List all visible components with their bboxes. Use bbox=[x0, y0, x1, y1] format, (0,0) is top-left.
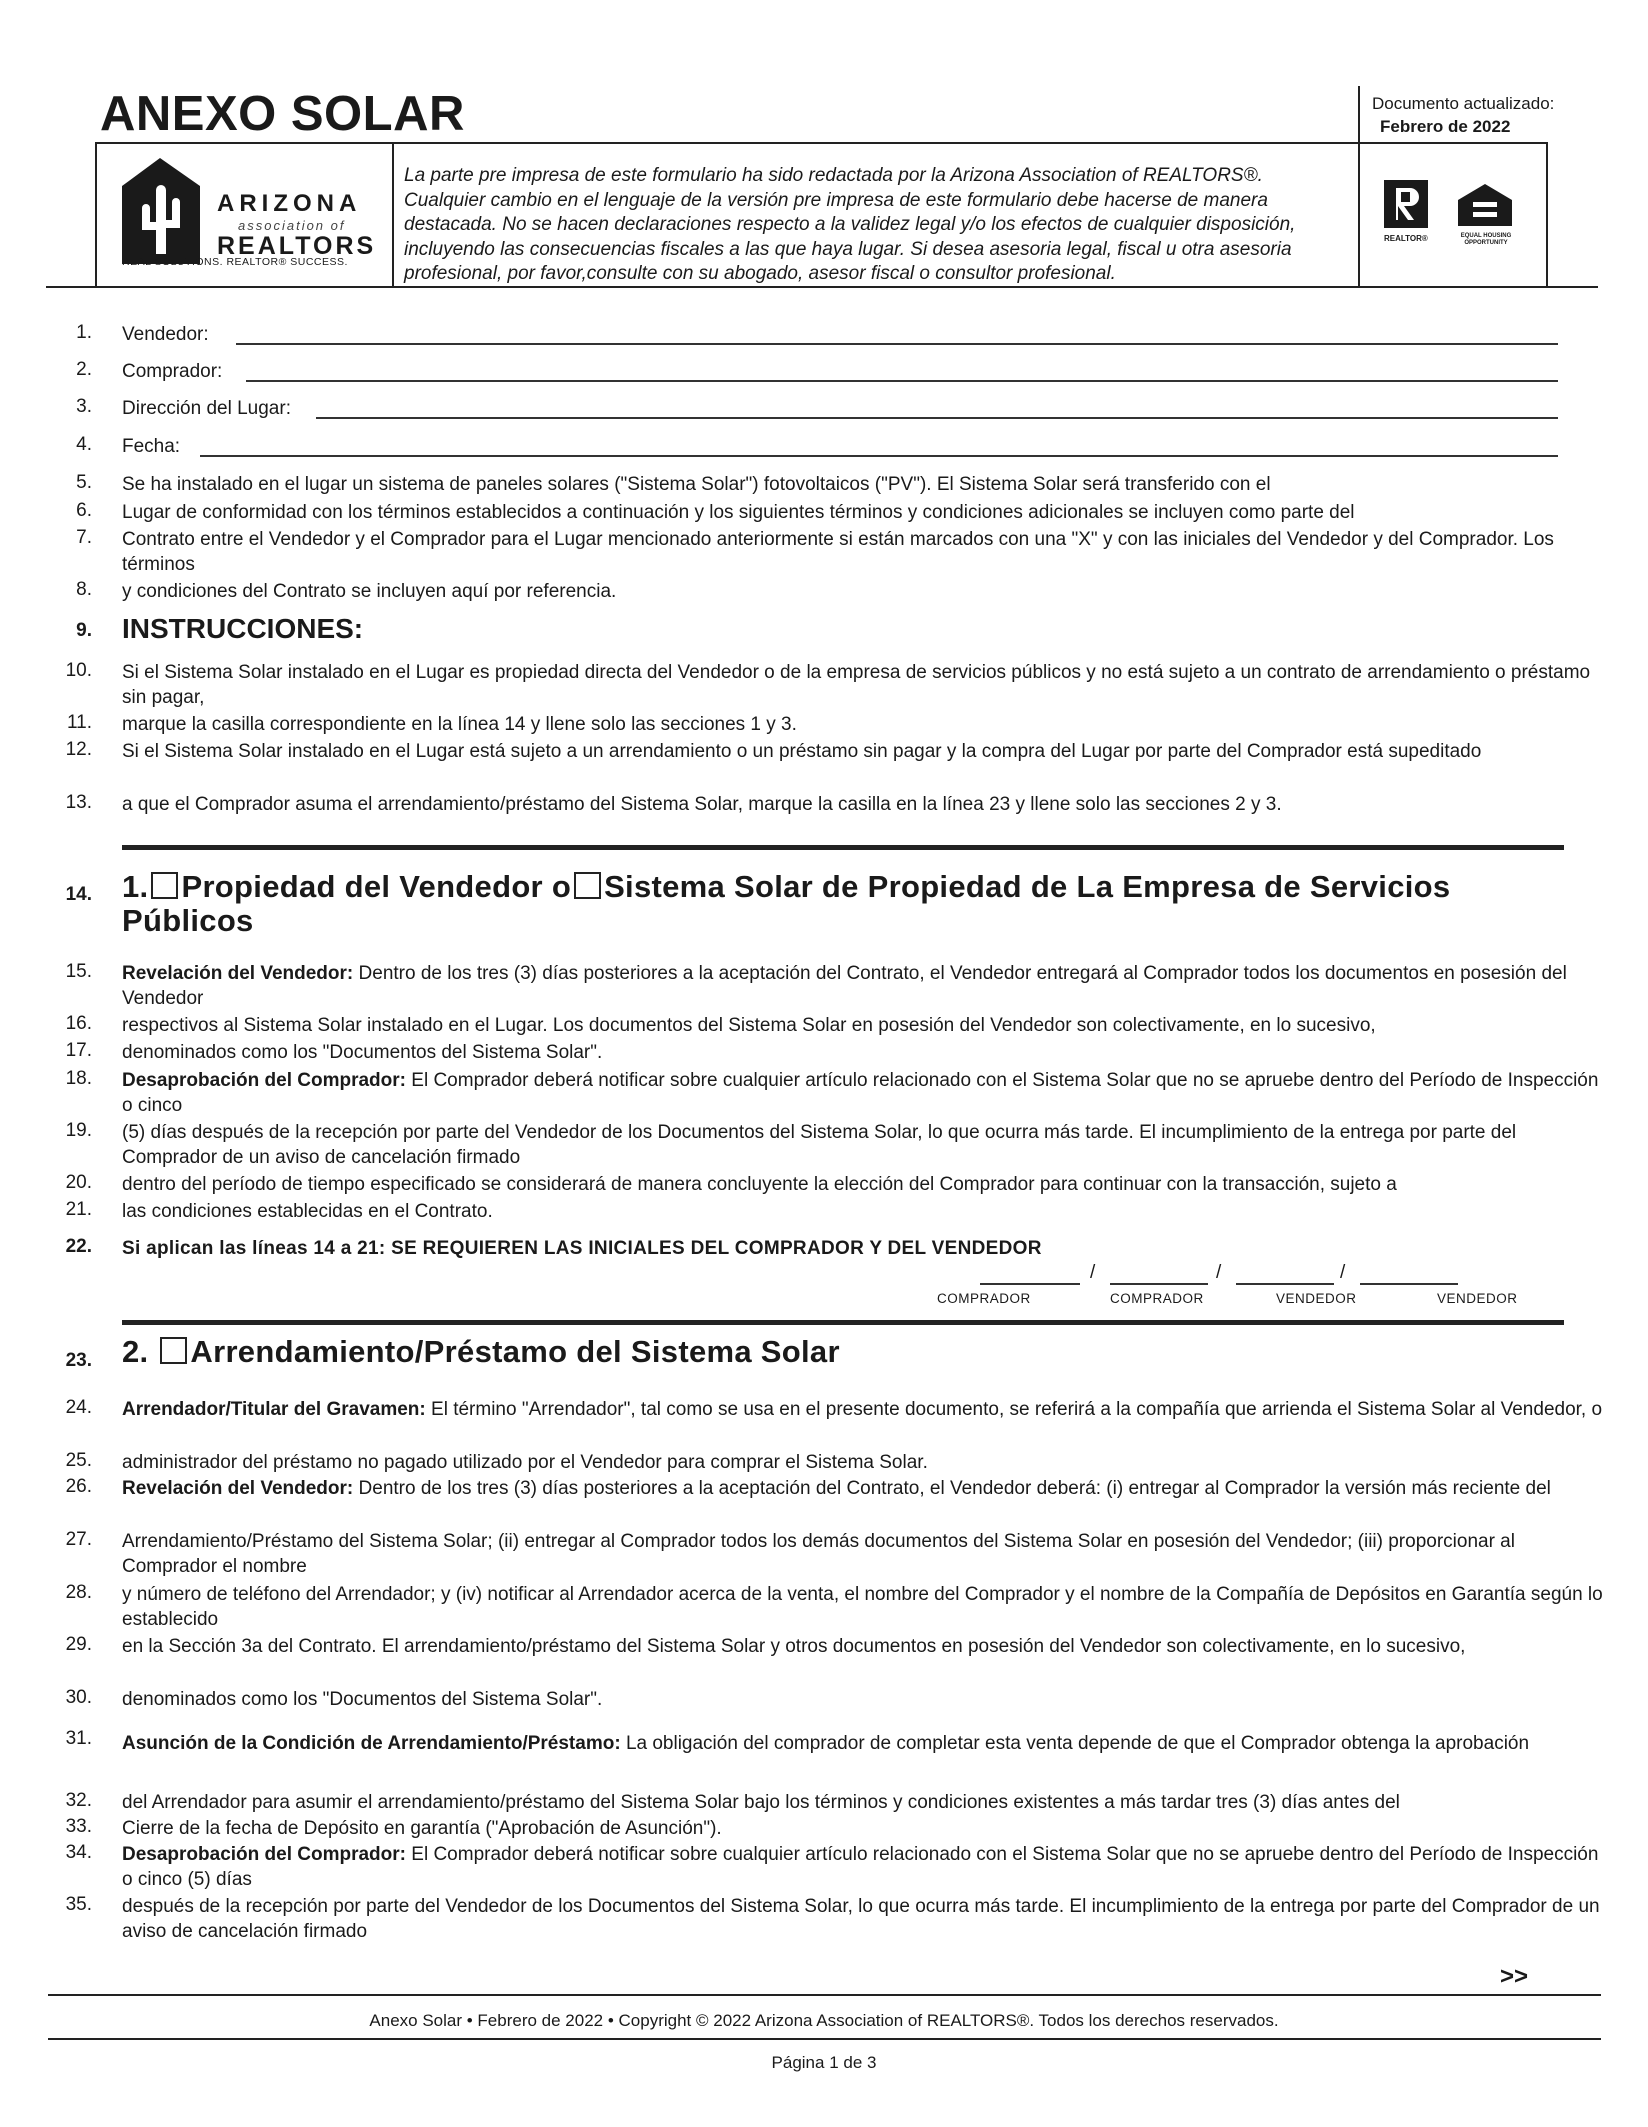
line-number: 27. bbox=[65, 1529, 92, 1550]
line-number: 15. bbox=[65, 961, 92, 982]
cactus-icon bbox=[120, 156, 202, 268]
seller-initials-2[interactable] bbox=[1360, 1283, 1458, 1285]
line-number: 23. bbox=[65, 1350, 92, 1371]
line-number: 22. bbox=[65, 1236, 92, 1257]
line-number: 5. bbox=[76, 472, 92, 493]
line-number: 9. bbox=[76, 620, 92, 641]
line-19: (5) días después de la recepción por parte del Vendedor de los Documentos del Sistema Solar, lo que ocurra más tarde. El incumplimiento de la entrega por parte del Comprador de un aviso de cancelación firmado bbox=[122, 1122, 1517, 1168]
line-11: marque la casilla correspondiente en la línea 14 y llene solo las secciones 1 y 3. bbox=[122, 714, 797, 735]
line-number: 20. bbox=[65, 1172, 92, 1193]
buyer-field[interactable] bbox=[246, 380, 1558, 382]
section-1-title-b: Sistema Solar de Propiedad de La Empresa de Servicios Públicos bbox=[122, 869, 1451, 938]
line-number: 12. bbox=[65, 739, 92, 760]
section-2-heading bbox=[122, 1335, 840, 1369]
line-17: denominados como los "Documentos del Sistema Solar". bbox=[122, 1042, 603, 1063]
seller-field[interactable] bbox=[236, 343, 1558, 345]
line-number: 3. bbox=[76, 396, 92, 417]
line-number: 26. bbox=[65, 1476, 92, 1497]
line-number: 34. bbox=[65, 1842, 92, 1863]
line-number: 14. bbox=[65, 884, 92, 905]
premises-address-field[interactable] bbox=[316, 417, 1558, 419]
line-21: las condiciones establecidas en el Contrato. bbox=[122, 1201, 493, 1222]
line-number: 30. bbox=[65, 1687, 92, 1708]
section-1-heading bbox=[122, 870, 1582, 938]
footer-copyright: Anexo Solar • Febrero de 2022 • Copyright © 2022 Arizona Association of REALTORS®. Todos los derechos reservados. bbox=[369, 2011, 1279, 2030]
updated-info bbox=[1372, 92, 1554, 138]
buyer-initials-2[interactable] bbox=[1110, 1283, 1208, 1285]
sig-label-seller-1: VENDEDOR bbox=[1276, 1291, 1357, 1306]
section-1-number: 1. bbox=[122, 869, 149, 904]
line-33: Cierre de la fecha de Depósito en garantía ("Aprobación de Asunción"). bbox=[122, 1818, 722, 1839]
line-15 bbox=[122, 961, 1607, 1011]
line-24 bbox=[122, 1397, 1607, 1422]
buyer-disapproval-label: Desaprobación del Comprador: bbox=[122, 1070, 406, 1091]
line-6: Lugar de conformidad con los términos establecidos a continuación y los siguientes términos y condiciones adicionales se incluyen como parte del bbox=[122, 502, 1355, 523]
line-16: respectivos al Sistema Solar instalado en el Lugar. Los documentos del Sistema Solar en posesión del Vendedor son colectivamente, en lo sucesivo, bbox=[122, 1015, 1376, 1036]
line-number: 6. bbox=[76, 500, 92, 521]
section-2-number: 2. bbox=[122, 1334, 149, 1369]
line-25: administrador del préstamo no pagado utilizado por el Vendedor para comprar el Sistema Solar. bbox=[122, 1452, 928, 1473]
line-number: 17. bbox=[65, 1040, 92, 1061]
line-26-text: Dentro de los tres (3) días posteriores a la aceptación del Contrato, el Vendedor deberá: (i) entregar al Comprador la versión más reciente del bbox=[358, 1478, 1551, 1499]
line-number: 32. bbox=[65, 1790, 92, 1811]
line-number: 21. bbox=[65, 1199, 92, 1220]
next-page-indicator: >> bbox=[1500, 1963, 1529, 1990]
realtor-mark bbox=[1384, 180, 1428, 243]
realtor-mark-text: REALTOR® bbox=[1384, 234, 1428, 243]
line-number: 28. bbox=[65, 1582, 92, 1603]
line-number: 24. bbox=[65, 1397, 92, 1418]
line-number: 8. bbox=[76, 579, 92, 600]
date-field[interactable] bbox=[200, 455, 1558, 457]
seller-disclosure-label-2: Revelación del Vendedor: bbox=[122, 1478, 354, 1499]
equal-housing-text: EQUAL HOUSING OPPORTUNITY bbox=[1460, 233, 1512, 246]
line-number: 19. bbox=[65, 1120, 92, 1141]
logo-tagline: REAL SOLUTIONS. REALTOR® SUCCESS. bbox=[122, 256, 348, 268]
equal-housing-icon bbox=[1456, 182, 1514, 228]
date-label: Fecha: bbox=[122, 436, 181, 457]
line-24-text: El término "Arrendador", tal como se usa en el presente documento, se referirá a la compañía que arrienda el Sistema Solar al Vendedor, o bbox=[431, 1399, 1603, 1420]
logo-text-realtors: REALTORS bbox=[217, 232, 377, 260]
line-12: Si el Sistema Solar instalado en el Lugar está sujeto a un arrendamiento o un préstamo sin pagar y la compra del Lugar por parte del Comprador está supeditado bbox=[122, 741, 1482, 762]
sig-label-buyer-2: COMPRADOR bbox=[1110, 1291, 1204, 1306]
line-number: 25. bbox=[65, 1450, 92, 1471]
line-13: a que el Comprador asuma el arrendamiento/préstamo del Sistema Solar, marque la casilla en la línea 23 y llene solo las secciones 2 y 3. bbox=[122, 794, 1282, 815]
logo-text-arizona: ARIZONA bbox=[217, 190, 362, 217]
utility-owned-checkbox[interactable] bbox=[574, 872, 601, 899]
assumption-condition-label: Asunción de la Condición de Arrendamiento/Préstamo: bbox=[122, 1733, 621, 1754]
line-27: Arrendamiento/Préstamo del Sistema Solar; (ii) entregar al Comprador todos los demás documentos del Sistema Solar en posesión del Vendedor; (iii) proporcionar al Comprador el nombre bbox=[122, 1531, 1515, 1577]
line-number: 31. bbox=[65, 1728, 92, 1749]
line-28: y número de teléfono del Arrendador; y (iv) notificar al Arrendador acerca de la venta, el nombre del Comprador y el nombre de la Compañía de Depósitos en Garantía según lo establecido bbox=[122, 1584, 1603, 1630]
line-number: 2. bbox=[76, 359, 92, 380]
line-18 bbox=[122, 1068, 1607, 1118]
line-number: 10. bbox=[65, 660, 92, 681]
line-31 bbox=[122, 1728, 1607, 1760]
line-number: 18. bbox=[65, 1068, 92, 1089]
arizona-realtors-logo bbox=[120, 156, 385, 276]
updated-date: Febrero de 2022 bbox=[1380, 117, 1511, 136]
line-number: 29. bbox=[65, 1634, 92, 1655]
sig-label-seller-2: VENDEDOR bbox=[1437, 1291, 1518, 1306]
buyer-initials-1[interactable] bbox=[980, 1283, 1080, 1285]
section-1-title-a: Propiedad del Vendedor o bbox=[181, 869, 572, 904]
line-34 bbox=[122, 1842, 1607, 1892]
line-number: 13. bbox=[65, 792, 92, 813]
seller-disclosure-label: Revelación del Vendedor: bbox=[122, 963, 354, 984]
lease-loan-checkbox[interactable] bbox=[160, 1337, 187, 1364]
line-number: 33. bbox=[65, 1816, 92, 1837]
page-number: Página 1 de 3 bbox=[771, 2053, 877, 2072]
updated-label: Documento actualizado: bbox=[1372, 94, 1555, 113]
line-7: Contrato entre el Vendedor y el Comprador para el Lugar mencionado anteriormente si están marcados con una "X" y con las iniciales del Vendedor y del Comprador. Los términos bbox=[122, 529, 1554, 575]
line-5: Se ha instalado en el lugar un sistema de paneles solares ("Sistema Solar") fotovoltaicos ("PV"). El Sistema Solar será transferido con el bbox=[122, 474, 1271, 495]
seller-initials-1[interactable] bbox=[1236, 1283, 1334, 1285]
sig-label-buyer-1: COMPRADOR bbox=[937, 1291, 1031, 1306]
line-10: Si el Sistema Solar instalado en el Lugar es propiedad directa del Vendedor o de la empresa de servicios públicos y no está sujeto a un contrato de arrendamiento o préstamo sin pagar, bbox=[122, 662, 1591, 708]
line-number: 11. bbox=[66, 712, 92, 733]
line-31-text: La obligación del comprador de completar esta venta depende de que el Comprador obtenga la aprobación bbox=[625, 1733, 1530, 1754]
line-32: del Arrendador para asumir el arrendamiento/préstamo del Sistema Solar bajo los términos y condiciones existentes a más tardar tres (3) días antes del bbox=[122, 1792, 1400, 1813]
seller-label: Vendedor: bbox=[122, 324, 209, 345]
premises-address-label: Dirección del Lugar: bbox=[122, 398, 291, 419]
line-35: después de la recepción por parte del Vendedor de los Documentos del Sistema Solar, lo que ocurra más tarde. El incumplimiento de la entrega por parte del Comprador de un aviso de cancelación firmado bbox=[122, 1896, 1600, 1942]
document-title: ANEXO SOLAR bbox=[100, 87, 465, 141]
line-number: 4. bbox=[76, 434, 92, 455]
line-26 bbox=[122, 1476, 1607, 1501]
disclaimer-text: La parte pre impresa de este formulario ha sido redactada por la Arizona Association of REALTORS®. Cualquier cambio en el lenguaje de la versión pre impresa de este formulario debe hacerse de manera destacada. No se hacen declaraciones respecto a la validez legal y/o los efectos de cualquier disposición, incluyendo las consecuencias fiscales a las que haya lugar. Si desea asesoria legal, fiscal u otra asesoria profesional, por favor,consulte con su abogado, asesor fiscal o consultor profesional. bbox=[404, 165, 1296, 284]
line-15-text: Dentro de los tres (3) días posteriores a la aceptación del Contrato, el Vendedor entregará al Comprador todos los documentos en posesión del Vendedor bbox=[122, 963, 1567, 1009]
logo-text-association: association of bbox=[238, 218, 346, 233]
line-8: y condiciones del Contrato se incluyen aquí por referencia. bbox=[122, 581, 617, 602]
line-20: dentro del período de tiempo especificado se considerará de manera concluyente la elección del Comprador para continuar con la transacción, sujeto a bbox=[122, 1174, 1397, 1195]
buyer-disapproval-label-2: Desaprobación del Comprador: bbox=[122, 1844, 406, 1865]
equal-housing-mark bbox=[1456, 182, 1528, 247]
line-22-initials-required: Si aplican las líneas 14 a 21: SE REQUIEREN LAS INICIALES DEL COMPRADOR Y DEL VENDEDOR bbox=[122, 1238, 1042, 1259]
realtor-r-icon bbox=[1384, 180, 1428, 228]
line-29: en la Sección 3a del Contrato. El arrendamiento/préstamo del Sistema Solar y otros documentos en posesión del Vendedor son colectivamente, en lo sucesivo, bbox=[122, 1636, 1466, 1657]
line-number: 1. bbox=[76, 322, 92, 343]
lessor-label: Arrendador/Titular del Gravamen: bbox=[122, 1399, 426, 1420]
line-18-text: El Comprador deberá notificar sobre cualquier artículo relacionado con el Sistema Solar que no se apruebe dentro del Período de Inspección o cinco bbox=[122, 1070, 1599, 1116]
line-30: denominados como los "Documentos del Sistema Solar". bbox=[122, 1689, 603, 1710]
line-number: 7. bbox=[76, 527, 92, 548]
seller-owned-checkbox[interactable] bbox=[151, 872, 178, 899]
instructions-heading: INSTRUCCIONES: bbox=[122, 613, 364, 644]
section-2-title: Arrendamiento/Préstamo del Sistema Solar bbox=[190, 1334, 840, 1369]
buyer-label: Comprador: bbox=[122, 361, 223, 382]
line-number: 35. bbox=[65, 1894, 92, 1915]
line-number: 16. bbox=[65, 1013, 92, 1034]
line-34-text: El Comprador deberá notificar sobre cualquier artículo relacionado con el Sistema Solar que no se apruebe dentro del Período de Inspección o cinco (5) días bbox=[122, 1844, 1599, 1890]
